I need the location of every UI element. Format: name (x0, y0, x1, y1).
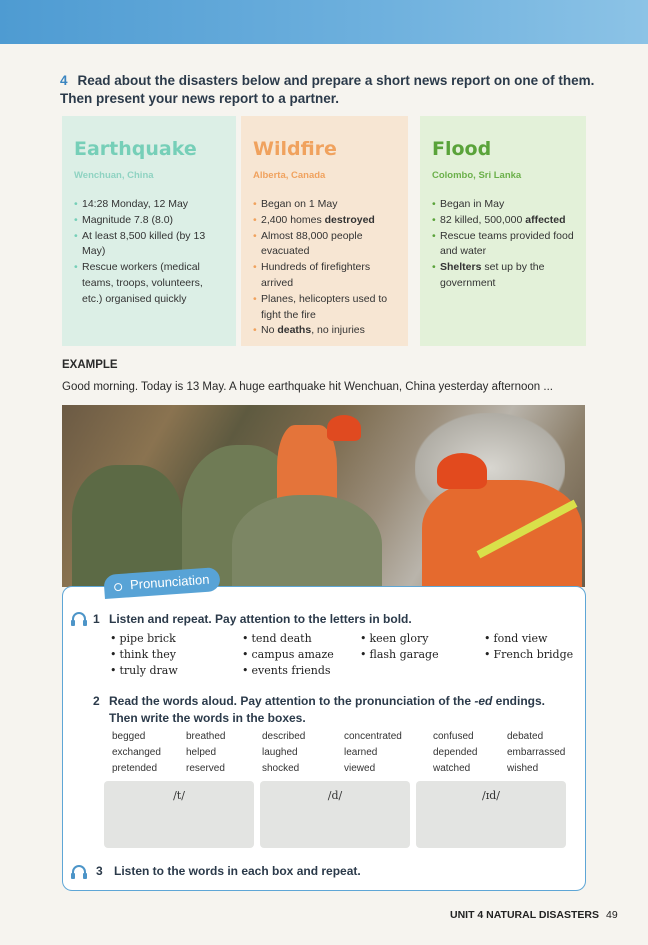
word-pair: • French bridge (484, 648, 573, 661)
ed-word: watched (433, 763, 471, 774)
ed-word: helped (186, 747, 217, 758)
ed-word: depended (433, 747, 478, 758)
fact-list (253, 197, 396, 339)
page-number: 49 (606, 909, 618, 921)
card-title: Flood (432, 138, 492, 160)
ed-word: breathed (186, 731, 226, 742)
wildfire-card (241, 116, 408, 346)
task-text: Read about the disasters below and prepare a short news report on one of them. Then present your news report to a partner. (60, 73, 595, 106)
headphones-icon[interactable] (70, 864, 88, 880)
answer-box-id[interactable] (416, 781, 566, 848)
fact-item: • Began on 1 May (253, 197, 396, 213)
word-pair: • campus amaze (242, 648, 334, 661)
ed-word: debated (507, 731, 544, 742)
word-pair: • events friends (242, 664, 331, 677)
fact-item: • Shelters set up by the government (432, 260, 574, 292)
word-pair: • truly draw (110, 664, 178, 677)
earthquake-card (62, 116, 236, 346)
word-pair: • keen glory (360, 632, 428, 645)
word-grid (110, 632, 580, 680)
question-2: 2 Read the words aloud. Pay attention to the pronunciation of the -ed endings. Then write the words in the boxes. (93, 694, 546, 725)
fact-item: • 82 killed, 500,000 affected (432, 213, 574, 229)
word-pair: • pipe brick (110, 632, 176, 645)
ed-word: concentrated (344, 731, 402, 742)
example-heading: EXAMPLE (62, 359, 118, 371)
fact-item: • No deaths, no injuries (253, 323, 396, 339)
ed-word: reserved (186, 763, 225, 774)
fact-item: • At least 8,500 killed (by 13 May) (74, 229, 224, 261)
fact-item: • Hundreds of firefighters arrived (253, 260, 396, 292)
answer-box-t[interactable] (104, 781, 254, 848)
task-number: 4 (60, 73, 68, 88)
box-label: /d/ (327, 789, 343, 802)
top-banner (0, 0, 648, 44)
ed-word: described (262, 731, 306, 742)
ed-word: begged (112, 731, 146, 742)
word-pair: • think they (110, 648, 176, 661)
fact-item: • Magnitude 7.8 (8.0) (74, 213, 224, 229)
card-location: Alberta, Canada (253, 170, 326, 181)
rescue-photo (62, 405, 585, 587)
card-title: Earthquake (74, 138, 197, 160)
headphones-icon[interactable] (70, 611, 88, 627)
fact-list (74, 197, 224, 308)
question-3: 3 Listen to the words in each box and repeat. (96, 864, 361, 878)
fact-item: • Began in May (432, 197, 574, 213)
card-location: Wenchuan, China (74, 170, 154, 181)
ed-word: pretended (112, 763, 158, 774)
fact-item: • 14:28 Monday, 12 May (74, 197, 224, 213)
pronunciation-tab: Pronunciation (103, 567, 220, 599)
fact-item: • Planes, helicopters used to fight the fire (253, 292, 396, 324)
example-text: Good morning. Today is 13 May. A huge earthquake hit Wenchuan, China yesterday afternoon ... (62, 381, 553, 393)
ed-word: learned (344, 747, 378, 758)
fact-item: • Almost 88,000 people evacuated (253, 229, 396, 261)
fact-item: • Rescue teams provided food and water (432, 229, 574, 261)
fact-item: • Rescue workers (medical teams, troops, volunteers, etc.) organised quickly (74, 260, 224, 307)
ed-word: laughed (262, 747, 298, 758)
word-pair: • tend death (242, 632, 312, 645)
ed-word: embarrassed (507, 747, 566, 758)
unit-footer: UNIT 4 NATURAL DISASTERS (450, 909, 599, 921)
ed-word: shocked (262, 763, 300, 774)
card-title: Wildfire (253, 138, 337, 160)
task-4-instruction (60, 72, 600, 108)
card-location: Colombo, Sri Lanka (432, 170, 522, 181)
word-pair: • fond view (484, 632, 547, 645)
box-label: /ɪd/ (482, 789, 500, 802)
answer-box-d[interactable] (260, 781, 410, 848)
ed-word: confused (433, 731, 474, 742)
ed-word: exchanged (112, 747, 161, 758)
ed-word: wished (507, 763, 539, 774)
box-label: /t/ (173, 789, 185, 802)
word-pair: • flash garage (360, 648, 439, 661)
fact-item: • 2,400 homes destroyed (253, 213, 396, 229)
question-1: 1 Listen and repeat. Pay attention to the letters in bold. (93, 612, 412, 626)
ed-word: viewed (344, 763, 376, 774)
flood-card (420, 116, 586, 346)
fact-list (432, 197, 574, 292)
